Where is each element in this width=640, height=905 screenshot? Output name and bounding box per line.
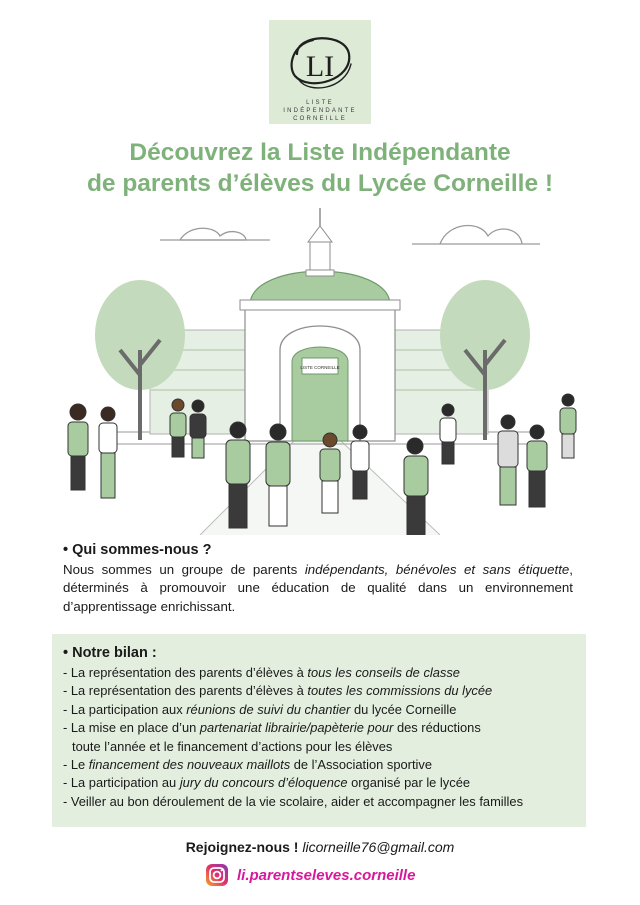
list-item: - La mise en place d’un partenariat librairie/papèterie pour des réductions <box>63 720 481 736</box>
list-item: - Le financement des nouveaux maillots de l’Association sportive <box>63 757 433 773</box>
person-icon <box>404 438 428 535</box>
person-icon <box>560 394 576 458</box>
cloud-icon <box>160 228 270 240</box>
results-title: • Notre bilan : <box>63 645 157 661</box>
person-icon <box>99 407 117 498</box>
person-icon <box>68 404 88 490</box>
person-icon <box>527 425 547 507</box>
title-line-2: de parents d’élèves du Lycée Corneille ! <box>86 170 554 197</box>
list-item: - La représentation des parents d’élèves à toutes les commissions du lycée <box>63 683 493 699</box>
person-icon <box>440 404 456 464</box>
about-section <box>63 541 573 616</box>
about-text <box>63 561 573 617</box>
join-label: Rejoignez-nous ! <box>185 839 299 855</box>
title-line-1: Découvrez la Liste Indépendante <box>129 139 511 166</box>
contact-line <box>0 839 640 855</box>
about-text-emphasis: indépendants, bénévoles et sans étiquette <box>304 561 570 577</box>
instagram-icon[interactable] <box>205 863 229 887</box>
logo-monogram: LI <box>305 50 335 83</box>
list-item: toute l’année et le financement d’actions pour les élèves <box>72 738 393 754</box>
person-icon <box>498 415 518 505</box>
logo-line-1: LISTE <box>306 100 334 106</box>
logo-line-3: CORNEILLE <box>293 116 347 122</box>
building-sign: LISTE CORNEILLE <box>300 365 340 370</box>
page-title <box>0 137 640 199</box>
about-title: • Qui sommes-nous ? <box>63 542 212 558</box>
logo <box>269 20 371 124</box>
list-item: - La représentation des parents d’élèves à tous les conseils de classe <box>63 665 460 680</box>
instagram-link[interactable] <box>205 862 415 888</box>
school-illustration <box>40 200 600 535</box>
results-list <box>63 664 583 811</box>
person-icon <box>170 399 186 457</box>
list-item: - Veiller au bon déroulement de la vie scolaire, aider et accompagner les familles <box>63 793 524 809</box>
about-text-part: Nous sommes un groupe de parents <box>63 561 305 577</box>
list-item: - La participation au jury du concours d’éloquence organisé par le lycée <box>63 775 471 791</box>
person-icon <box>190 400 206 458</box>
about-text-part: , déterminés à promouvoir une éducation de qualité dans un environnement d’apprentissage enrichissant. <box>63 561 573 614</box>
email-link[interactable]: licorneille76@gmail.com <box>302 839 455 855</box>
cloud-icon <box>412 226 540 244</box>
logo-line-2: INDÉPENDANTE <box>283 108 357 114</box>
results-box <box>52 634 586 827</box>
list-item: - La participation aux réunions de suivi du chantier du lycée Corneille <box>63 701 457 717</box>
instagram-handle[interactable]: li.parentseleves.corneille <box>237 866 416 884</box>
